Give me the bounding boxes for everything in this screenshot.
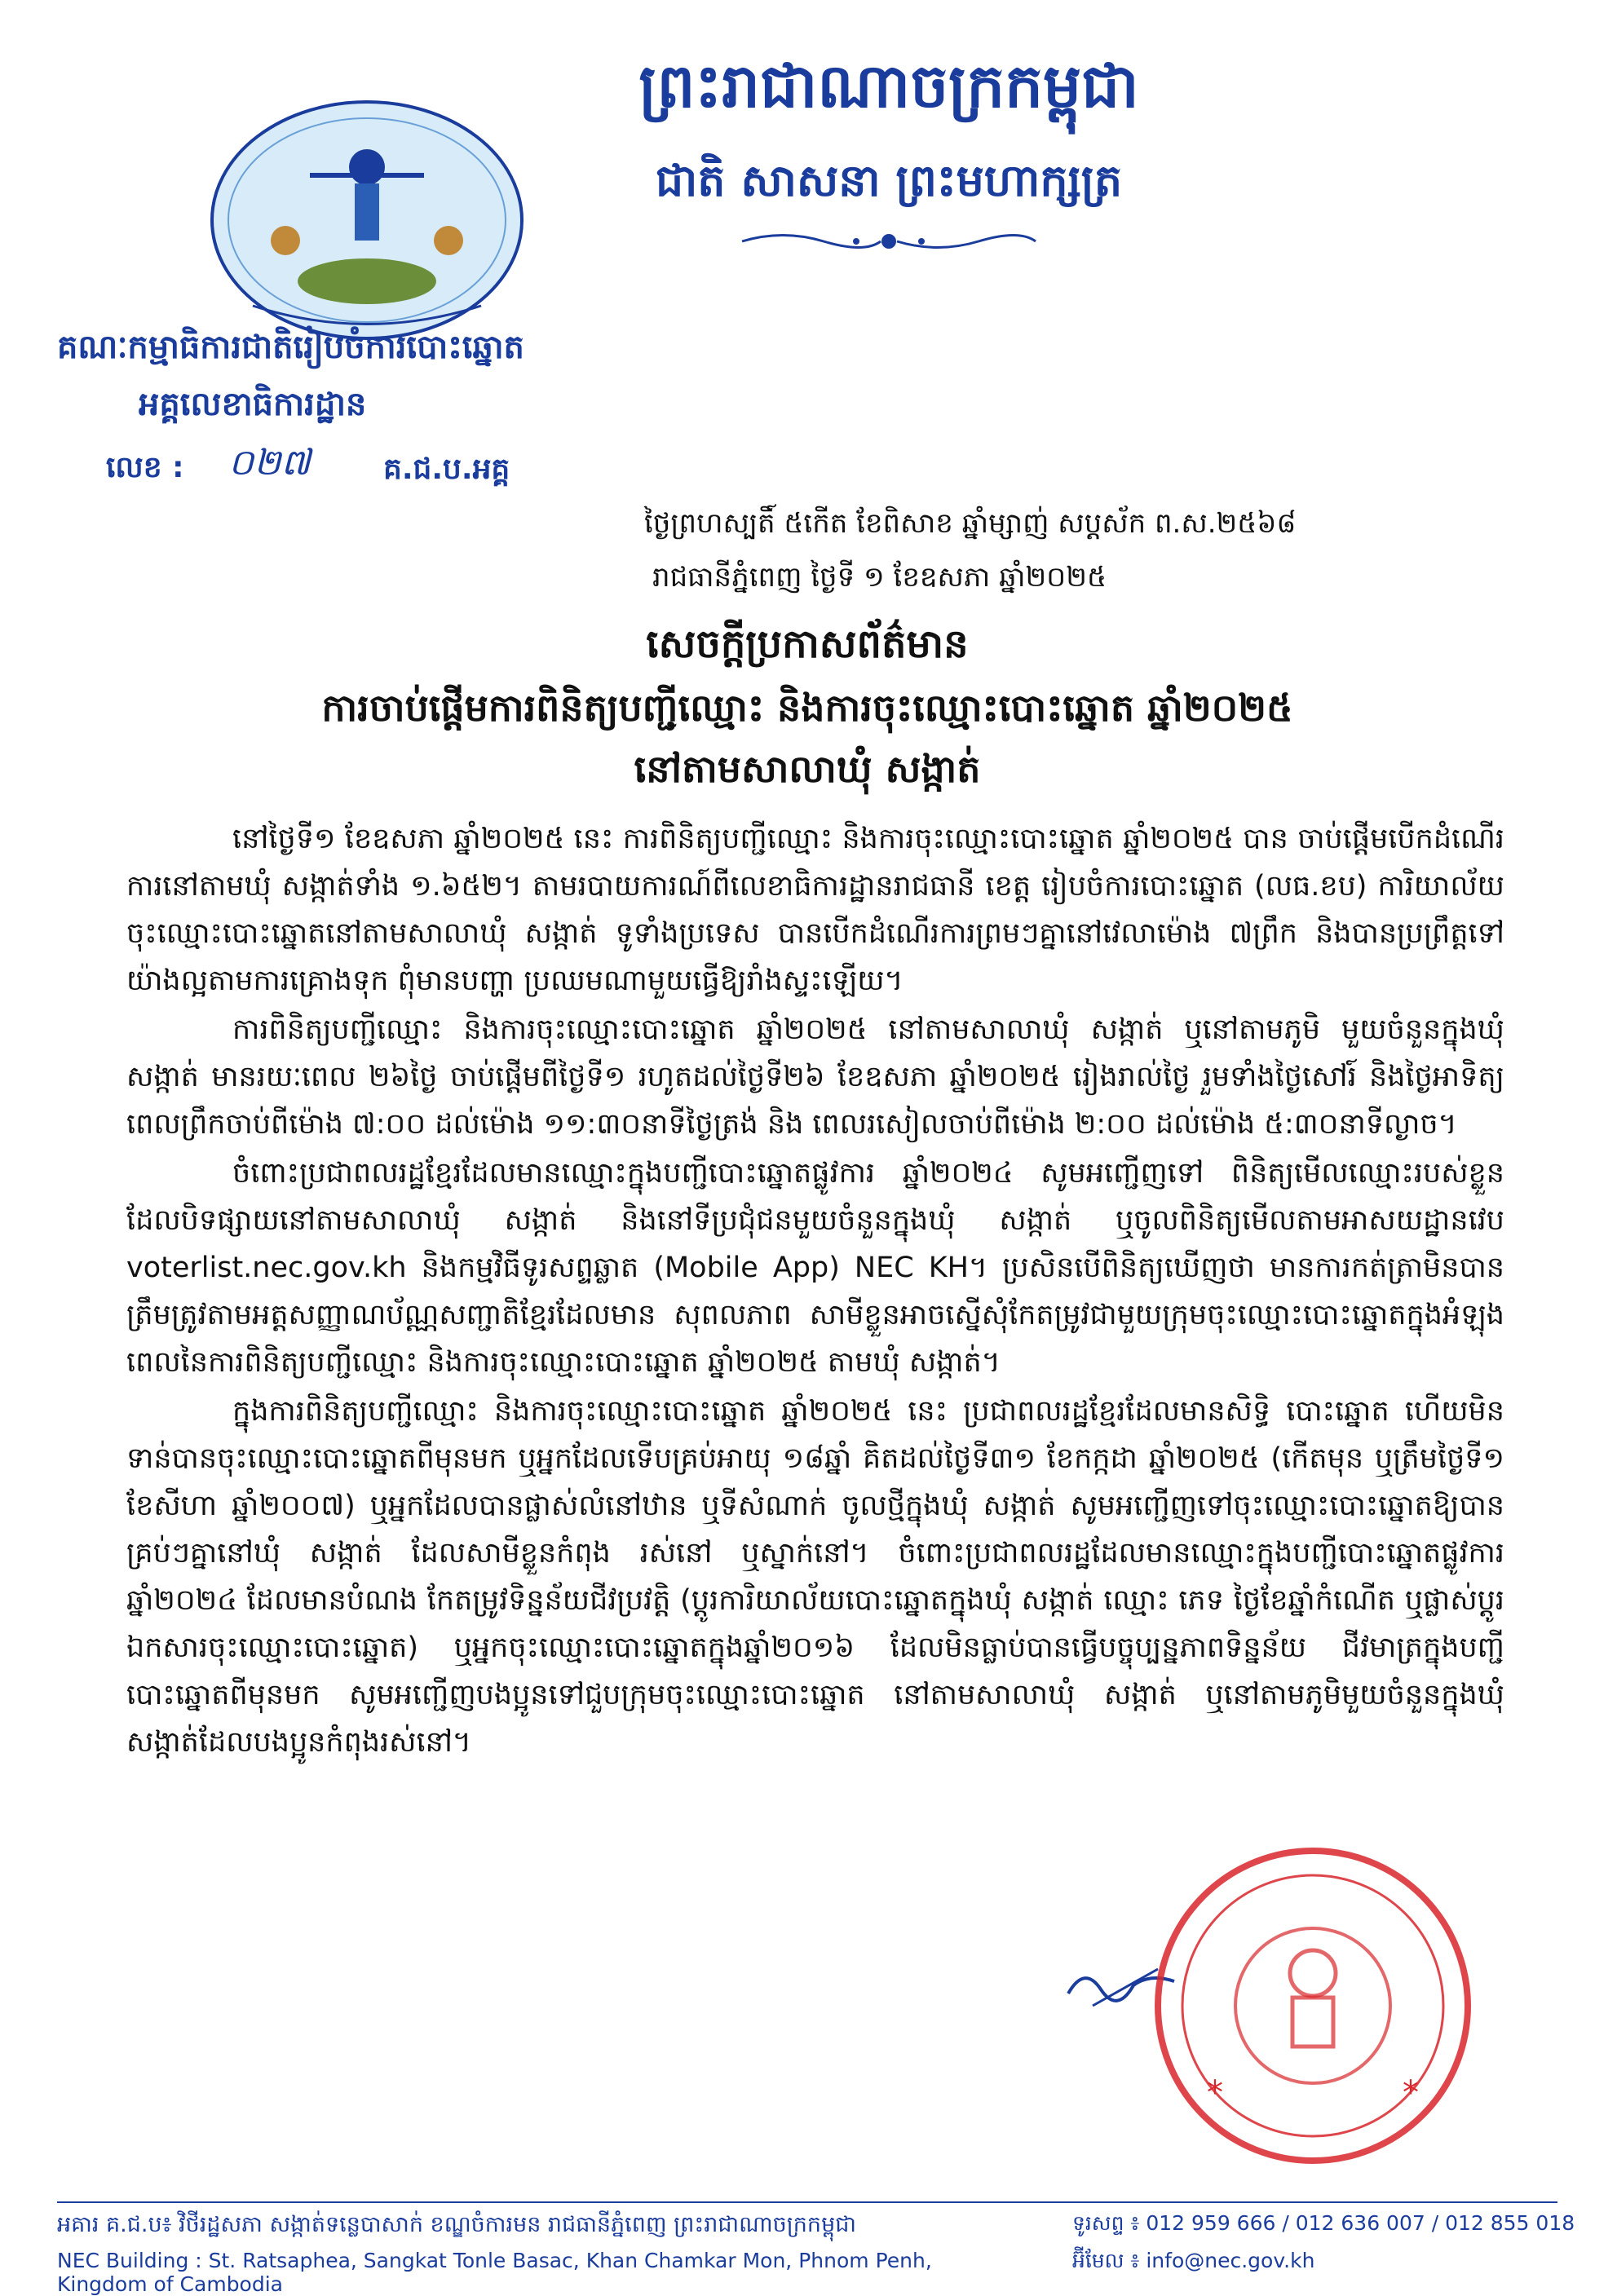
footer-divider — [57, 2201, 1557, 2203]
official-seal-icon — [1150, 1843, 1476, 2169]
organization-name: គណៈកម្មាធិការជាតិរៀបចំការបោះឆ្នោត — [57, 329, 524, 366]
document-body — [126, 815, 1504, 1768]
ornament-divider-icon — [734, 225, 1044, 258]
nec-logo-icon — [196, 98, 538, 359]
svg-text:*: * — [1207, 2074, 1223, 2112]
paragraph-1: នៅថ្ងៃទី១ ខែឧសភា ឆ្នាំ២០២៥ នេះ ការពិនិត្យបញ្ជីឈ្មោះ និងការចុះឈ្មោះបោះឆ្នោត ឆ្នាំ២០២៥ បាន ចាប់ផ្តើមបើកដំណើរការនៅតាមឃុំ សង្កាត់ទាំង ១.៦៥២។ តាមរបាយការណ៍ពីលេខាធិការដ្ឋានរាជធានី ខេត្ត រៀបចំការបោះឆ្នោត (លធ.ខប) ការិយាល័យចុះឈ្មោះបោះឆ្នោតនៅតាមសាលាឃុំ សង្កាត់ ទូទាំងប្រទេស បានបើកដំណើរការព្រមៗគ្នានៅវេលាម៉ោង ៧ព្រឹក និងបានប្រព្រឹត្តទៅយ៉ាងល្អតាមការគ្រោងទុក ពុំមានបញ្ហា ប្រឈមណាមួយធ្វើឱ្យរាំងស្ទះឡើយ។ — [126, 823, 1504, 997]
footer-phone: ទូរសព្ទ ៖ 012 959 666 / 012 636 007 / 012 855 018 — [1072, 2211, 1575, 2235]
footer-address-kh: អគារ គ.ជ.ប៖ វិថីរដ្ឋសភា សង្កាត់ទន្លេបាសាក់ ខណ្ឌចំការមន រាជធានីភ្នំពេញ ព្រះរាជាណាចក្រកម្ពុជា — [57, 2212, 856, 2237]
paragraph-3: ចំពោះប្រជាពលរដ្ឋខ្មែរដែលមានឈ្មោះក្នុងបញ្ជីបោះឆ្នោតផ្លូវការ ឆ្នាំ២០២៤ សូមអញ្ជើញទៅ ពិនិត្យមើលឈ្មោះរបស់ខ្លួនដែលបិទផ្សាយនៅតាមសាលាឃុំ សង្កាត់ និងនៅទីប្រជុំជនមួយចំនួនក្នុងឃុំ សង្កាត់ ឬចូលពិនិត្យមើលតាមអាសយដ្ឋានវេប voterlist.nec.gov.kh និងកម្មវិធីទូរសព្ទឆ្លាត (Mobile App) NEC KH។ ប្រសិនបើពិនិត្យឃើញថា មានការកត់ត្រាមិនបានត្រឹមត្រូវតាមអត្តសញ្ញាណប័ណ្ណសញ្ជាតិខ្មែរដែលមាន សុពលភាព សាមីខ្លួនអាចស្នើសុំកែតម្រូវជាមួយក្រុមចុះឈ្មោះបោះឆ្នោតក្នុងអំឡុងពេលនៃការពិនិត្យបញ្ជីឈ្មោះ និងការចុះឈ្មោះបោះឆ្នោត ឆ្នាំ២០២៥ តាមឃុំ សង្កាត់។ — [126, 1157, 1504, 1379]
motto-heading: ជាតិ សាសនា ព្រះមហាក្សត្រ — [655, 154, 1123, 206]
secretariat-name: អគ្គលេខាធិការដ្ឋាន — [139, 386, 367, 423]
document-subtitle-line2: នៅតាមសាលាឃុំ សង្កាត់ — [634, 747, 981, 791]
kingdom-heading: ព្រះរាជាណាចក្រកម្ពុជា — [638, 51, 1139, 121]
paragraph-2: ការពិនិត្យបញ្ជីឈ្មោះ និងការចុះឈ្មោះបោះឆ្នោត ឆ្នាំ២០២៥ នៅតាមសាលាឃុំ សង្កាត់ ឬនៅតាមភូមិ មួយចំនួនក្នុងឃុំ សង្កាត់ មានរយៈពេល ២៦ថ្ងៃ ចាប់ផ្តើមពីថ្ងៃទី១ រហូតដល់ថ្ងៃទី២៦ ខែឧសភា ឆ្នាំ២០២៥ រៀងរាល់ថ្ងៃ រួមទាំងថ្ងៃសៅរ៍ និងថ្ងៃអាទិត្យ ពេលព្រឹកចាប់ពីម៉ោង ៧:០០ ដល់ម៉ោង ១១:៣០នាទីថ្ងៃត្រង់ និង ពេលរសៀលចាប់ពីម៉ោង ២:០០ ដល់ម៉ោង ៥:៣០នាទីល្ងាច។ — [126, 1013, 1504, 1141]
number-value: ០២៧ — [228, 442, 311, 483]
solar-date: រាជធានីភ្នំពេញ ថ្ងៃទី ១ ខែឧសភា ឆ្នាំ២០២៥ — [652, 561, 1107, 594]
footer-email[interactable]: អ៊ីមែល ៖ info@nec.gov.kh — [1072, 2249, 1315, 2272]
document-title: សេចក្តីប្រកាសព័ត៌មាន — [646, 621, 969, 667]
number-label: លេខ : — [106, 451, 184, 484]
document-subtitle: ការចាប់ផ្តើមការពិនិត្យបញ្ជីឈ្មោះ និងការចុះឈ្មោះបោះឆ្នោត ឆ្នាំ២០២៥ — [321, 686, 1293, 730]
footer-address-en: NEC Building : St. Ratsaphea, Sangkat Tonle Basac, Khan Chamkar Mon, Phnom Penh, Kingdom of Cambodia — [57, 2249, 932, 2296]
svg-text:*: * — [1403, 2074, 1419, 2112]
reference-number-row — [106, 440, 595, 489]
number-reference: គ.ជ.ប.អគ្គ — [383, 453, 510, 486]
paragraph-4: ក្នុងការពិនិត្យបញ្ជីឈ្មោះ និងការចុះឈ្មោះបោះឆ្នោត ឆ្នាំ២០២៥ នេះ ប្រជាពលរដ្ឋខ្មែរដែលមានសិទ្ធិ បោះឆ្នោត ហើយមិនទាន់បានចុះឈ្មោះបោះឆ្នោតពីមុនមក ឬអ្នកដែលទើបគ្រប់អាយុ ១៨ឆ្នាំ គិតដល់ថ្ងៃទី៣១ ខែកក្កដា ឆ្នាំ២០២៥ (កើតមុន ឬត្រឹមថ្ងៃទី១ ខែសីហា ឆ្នាំ២០០៧) ឬអ្នកដែលបានផ្លាស់លំនៅឋាន ឬទីសំណាក់ ចូលថ្មីក្នុងឃុំ សង្កាត់ សូមអញ្ជើញទៅចុះឈ្មោះបោះឆ្នោតឱ្យបានគ្រប់ៗគ្នានៅឃុំ សង្កាត់ ដែលសាមីខ្លួនកំពុង រស់នៅ ឬស្នាក់នៅ។ ចំពោះប្រជាពលរដ្ឋដែលមានឈ្មោះក្នុងបញ្ជីបោះឆ្នោតផ្លូវការ ឆ្នាំ២០២៤ ដែលមានបំណង កែតម្រូវទិន្នន័យជីវប្រវត្តិ (ប្តូរការិយាល័យបោះឆ្នោតក្នុងឃុំ សង្កាត់ ឈ្មោះ ភេទ ថ្ងៃខែឆ្នាំកំណើត ឬផ្លាស់ប្តូរ ឯកសារចុះឈ្មោះបោះឆ្នោត) ឬអ្នកចុះឈ្មោះបោះឆ្នោតក្នុងឆ្នាំ២០១៦ ដែលមិនធ្លាប់បានធ្វើបច្ចុប្បន្នភាពទិន្នន័យ ជីវមាត្រក្នុងបញ្ជីបោះឆ្នោតពីមុនមក សូមអញ្ជើញបងប្អូនទៅជួបក្រុមចុះឈ្មោះបោះឆ្នោត នៅតាមសាលាឃុំ សង្កាត់ ឬនៅតាមភូមិមួយចំនួនក្នុងឃុំ សង្កាត់ដែលបងប្អូនកំពុងរស់នៅ។ — [126, 1395, 1504, 1759]
lunar-date: ថ្ងៃព្រហស្បតិ៍ ៥កើត ខែពិសាខ ឆ្នាំម្សាញ់ សប្តស័ក ព.ស.២៥៦៨ — [644, 507, 1297, 540]
